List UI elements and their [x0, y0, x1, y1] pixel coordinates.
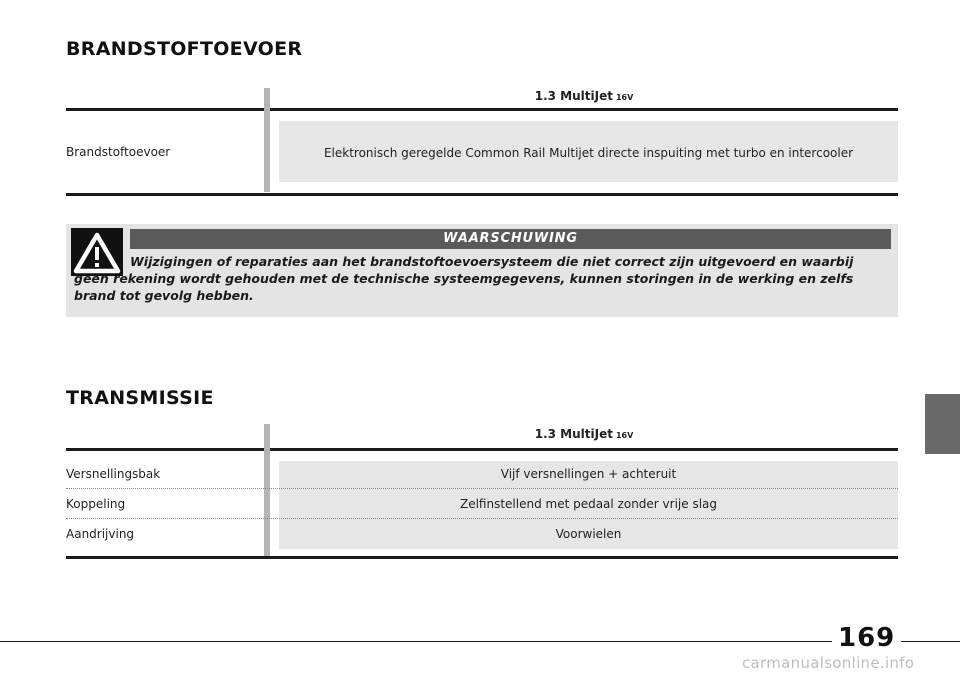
transmission-table-divider	[264, 424, 270, 556]
watermark-text: carmanualsonline.info	[742, 654, 915, 672]
warning-box	[66, 224, 898, 317]
transmission-model-sub-label: 16V	[615, 431, 634, 440]
warning-title-bar: WAARSCHUWING	[130, 229, 891, 249]
section-title-fuel: BRANDSTOFTOEVOER	[66, 38, 303, 60]
fuel-model-label: 1.3 MultiJet	[534, 89, 613, 103]
row-separator	[66, 518, 898, 519]
transmission-row-value: Zelfinstellend met pedaal zonder vrije slag	[459, 497, 718, 511]
transmission-table-top-rule	[66, 448, 898, 451]
transmission-model-label: 1.3 MultiJet	[534, 427, 613, 441]
transmission-row-label: Koppeling	[66, 497, 126, 511]
page-number: 169	[832, 623, 901, 653]
transmission-row-value: Vijf versnellingen + achteruit	[500, 467, 677, 481]
section-title-transmission: TRANSMISSIE	[66, 387, 214, 409]
transmission-row-label: Aandrijving	[66, 527, 135, 541]
transmission-row-label: Versnellingsbak	[66, 467, 161, 481]
transmission-table-bottom-rule	[66, 556, 898, 559]
fuel-table-divider	[264, 88, 270, 192]
fuel-row-label: Brandstoftoevoer	[66, 145, 171, 159]
fuel-table-header	[270, 89, 898, 103]
fuel-table-top-rule	[66, 108, 898, 111]
footer-rule	[0, 641, 960, 642]
fuel-model-sub-label: 16V	[615, 93, 634, 102]
warning-text: Wijzigingen of reparaties aan het brandstoftoevoersysteem die niet correct zijn uitgevoerd en waarbij geen rekening wordt gehouden met de technische systeemgegevens, kunnen storingen in de werking en zelfs brand tot gevolg hebben.	[74, 254, 854, 303]
fuel-table-bottom-rule	[66, 193, 898, 196]
row-separator	[66, 488, 898, 489]
fuel-row-value: Elektronisch geregelde Common Rail Multijet directe inspuiting met turbo en intercooler	[323, 146, 854, 160]
transmission-row-value: Voorwielen	[555, 527, 622, 541]
chapter-tab	[925, 394, 960, 454]
transmission-table-header	[270, 427, 898, 441]
